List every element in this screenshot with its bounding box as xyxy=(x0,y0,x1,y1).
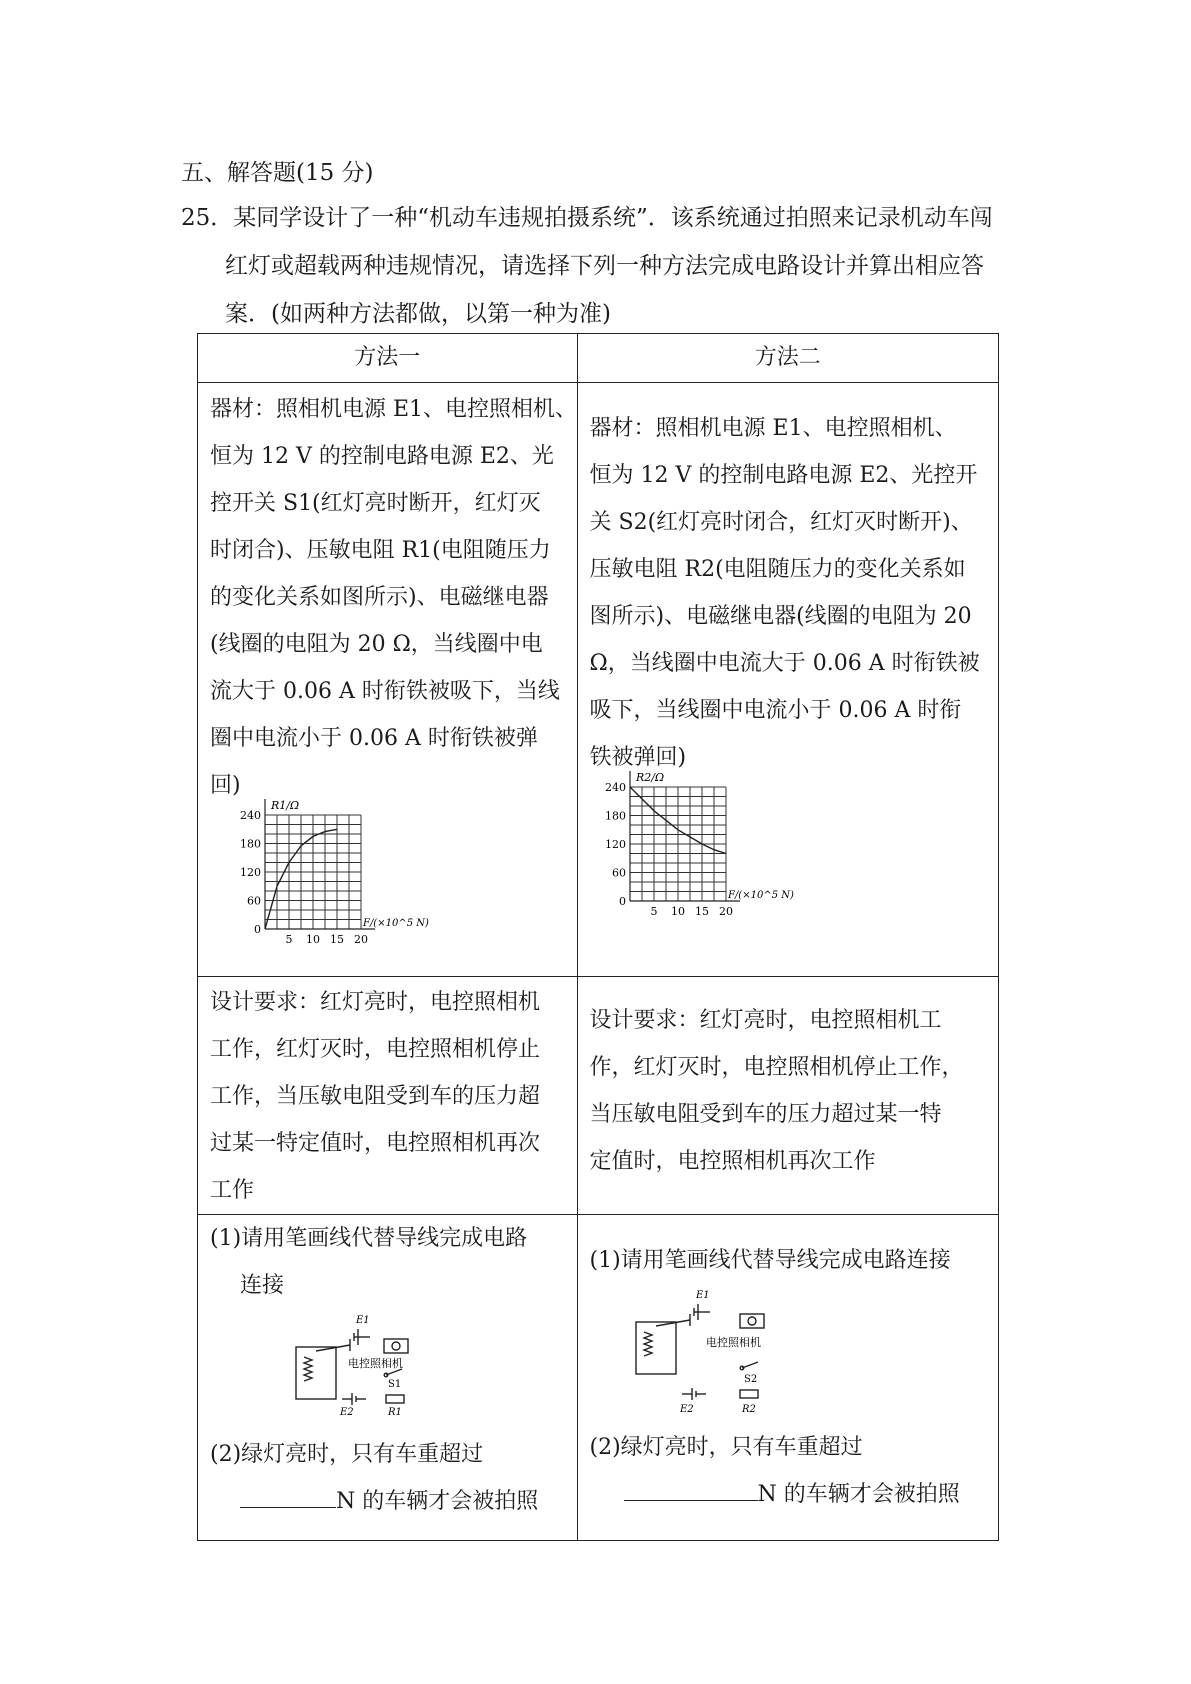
y-tick-label: 60 xyxy=(247,894,261,908)
label-switch: S2 xyxy=(743,1374,757,1385)
label-e2: E2 xyxy=(679,1404,694,1415)
method1-tasks-cell xyxy=(198,1215,578,1541)
y-tick-label: 240 xyxy=(240,809,261,822)
m1-task2-line xyxy=(210,1478,577,1525)
m1-req-0: 设计要求：红灯亮时，电控照相机 xyxy=(210,990,541,1015)
y-tick-label: 180 xyxy=(240,837,261,851)
m1-mat-5: (线圈的电阻为 20 Ω，当线圈中电 xyxy=(210,632,543,657)
label-resistor: R1 xyxy=(388,1407,402,1418)
x-tick-label: 15 xyxy=(330,933,344,946)
m2-mat-4: 图所示)、电磁继电器(线圈的电阻为 20 xyxy=(589,604,972,629)
header-method-2: 方法二 xyxy=(577,334,998,383)
m1-mat-3: 时闭合)、压敏电阻 R1(电阻随压力 xyxy=(210,538,551,563)
m1-task1-0: (1)请用笔画线代替导线完成电路 xyxy=(210,1226,528,1251)
label-e1: E1 xyxy=(356,1315,370,1326)
x-tick-label: 20 xyxy=(718,905,733,918)
m1-req-4: 工作 xyxy=(210,1178,255,1203)
m2-req-2: 当压敏电阻受到车的压力超过某一特 xyxy=(589,1102,942,1127)
armature xyxy=(656,1320,690,1326)
m2-mat-5: Ω，当线圈中电流大于 0.06 A 时衔铁被 xyxy=(589,651,980,676)
y-tick-label: 60 xyxy=(611,866,626,880)
y-tick-label: 0 xyxy=(254,923,261,936)
y-axis-label: R1/Ω xyxy=(271,799,300,812)
m1-mat-4: 的变化关系如图所示)、电磁继电器 xyxy=(210,585,549,610)
m1-req-3: 过某一特定值时，电控照相机再次 xyxy=(210,1131,541,1156)
y-tick-label: 120 xyxy=(604,838,626,851)
relay-coil-icon xyxy=(644,1332,652,1356)
m2-task2-0: (2)绿灯亮时，只有车重超过 xyxy=(589,1435,863,1460)
tasks-row xyxy=(198,1215,999,1541)
answer-blank-1[interactable] xyxy=(240,1481,336,1508)
method1-requirements xyxy=(210,979,577,1214)
circuit-diagram-2 xyxy=(630,1284,790,1424)
method1-materials xyxy=(210,386,577,809)
label-switch: S1 xyxy=(388,1379,402,1390)
section-heading: 五、解答题(15 分) xyxy=(181,160,374,186)
method1-requirements-cell xyxy=(198,977,578,1215)
y-tick-label: 120 xyxy=(240,866,261,879)
relay-frame xyxy=(636,1322,676,1374)
m2-mat-3: 压敏电阻 R2(电阻随压力的变化关系如 xyxy=(589,557,966,582)
method2-requirements-cell xyxy=(577,977,998,1215)
label-camera: 电控照相机 xyxy=(705,1336,761,1349)
m1-mat-0: 器材：照相机电源 E1、电控照相机、 xyxy=(210,397,578,422)
method2-materials xyxy=(590,405,998,781)
x-tick-label: 20 xyxy=(354,933,368,946)
question-number: 25． xyxy=(181,205,234,231)
label-camera: 电控照相机 xyxy=(348,1357,403,1370)
m1-mat-2: 控开关 S1(红灯亮时断开，红灯灭 xyxy=(210,491,541,516)
y-tick-label: 180 xyxy=(604,809,626,823)
m2-req-1: 作，红灯灭时，电控照相机停止工作， xyxy=(589,1055,964,1080)
x-axis-label: F/(×10^5 N) xyxy=(727,890,794,901)
question-line-3: 案．(如两种方法都做，以第一种为准) xyxy=(225,301,611,327)
x-tick-label: 15 xyxy=(694,905,709,918)
x-tick-label: 5 xyxy=(650,905,658,918)
method2-materials-cell xyxy=(577,383,998,977)
armature xyxy=(316,1345,350,1351)
x-tick-label: 10 xyxy=(670,905,685,918)
question-line-2: 红灯或超载两种违规情况，请选择下列一种方法完成电路设计并算出相应答 xyxy=(225,253,984,279)
m2-task2-line xyxy=(590,1471,998,1518)
y-tick-label: 240 xyxy=(604,781,626,794)
y-axis-label: R2/Ω xyxy=(635,771,664,784)
m1-req-2: 工作，当压敏电阻受到车的压力超 xyxy=(210,1084,541,1109)
label-e1: E1 xyxy=(695,1290,710,1301)
m2-mat-7: 铁被弹回) xyxy=(589,745,687,770)
m2-mat-0: 器材：照相机电源 E1、电控照相机、 xyxy=(589,416,957,441)
y-tick-label: 0 xyxy=(618,895,626,908)
answer-blank-2[interactable] xyxy=(624,1474,758,1501)
m2-req-0: 设计要求：红灯亮时，电控照相机工 xyxy=(589,1008,942,1033)
m1-req-1: 工作，红灯灭时，电控照相机停止 xyxy=(210,1037,541,1062)
question-line-1: 25．某同学设计了一种“机动车违规拍摄系统”．该系统通过拍照来记录机动车闯 xyxy=(181,205,993,231)
x-tick-label: 10 xyxy=(306,933,320,946)
m1-mat-8: 回) xyxy=(210,773,241,798)
method1-materials-cell xyxy=(198,383,578,977)
label-e2: E2 xyxy=(340,1407,354,1418)
m2-req-3: 定值时，电控照相机再次工作 xyxy=(589,1149,876,1174)
method2-tasks-cell xyxy=(577,1215,998,1541)
relay-frame xyxy=(296,1347,336,1399)
m1-task1-1: 连接 xyxy=(240,1273,285,1298)
x-tick-label: 5 xyxy=(285,933,293,946)
circuit-diagram-1 xyxy=(290,1309,450,1419)
methods-table xyxy=(197,333,999,1541)
m1-mat-6: 流大于 0.06 A 时衔铁被吸下，当线 xyxy=(210,679,560,704)
m1-task2-0: (2)绿灯亮时，只有车重超过 xyxy=(210,1442,484,1467)
materials-row xyxy=(198,383,999,977)
label-resistor: R2 xyxy=(741,1404,756,1415)
m2-mat-1: 恒为 12 V 的控制电路电源 E2、光控开 xyxy=(589,463,978,488)
m1-task2-1: N 的车辆才会被拍照 xyxy=(336,1489,539,1514)
m2-mat-2: 关 S2(红灯亮时闭合，红灯灭时断开)、 xyxy=(589,510,973,535)
requirements-row xyxy=(198,977,999,1215)
m2-task2-1: N 的车辆才会被拍照 xyxy=(757,1482,960,1507)
relay-coil-icon xyxy=(304,1357,312,1381)
m1-mat-1: 恒为 12 V 的控制电路电源 E2、光 xyxy=(210,444,554,469)
method2-requirements xyxy=(590,997,998,1185)
x-axis-label: F/(×10^5 N) xyxy=(363,918,429,929)
m1-mat-7: 圈中电流小于 0.06 A 时衔铁被弹 xyxy=(210,726,538,751)
header-row xyxy=(198,334,999,383)
m2-task1-0: (1)请用笔画线代替导线完成电路连接 xyxy=(589,1248,951,1273)
m2-mat-6: 吸下，当线圈中电流小于 0.06 A 时衔 xyxy=(589,698,962,723)
resistance-force-chart-2 xyxy=(590,771,850,931)
header-method-1: 方法一 xyxy=(198,334,578,383)
resistance-force-chart-1 xyxy=(225,799,485,959)
